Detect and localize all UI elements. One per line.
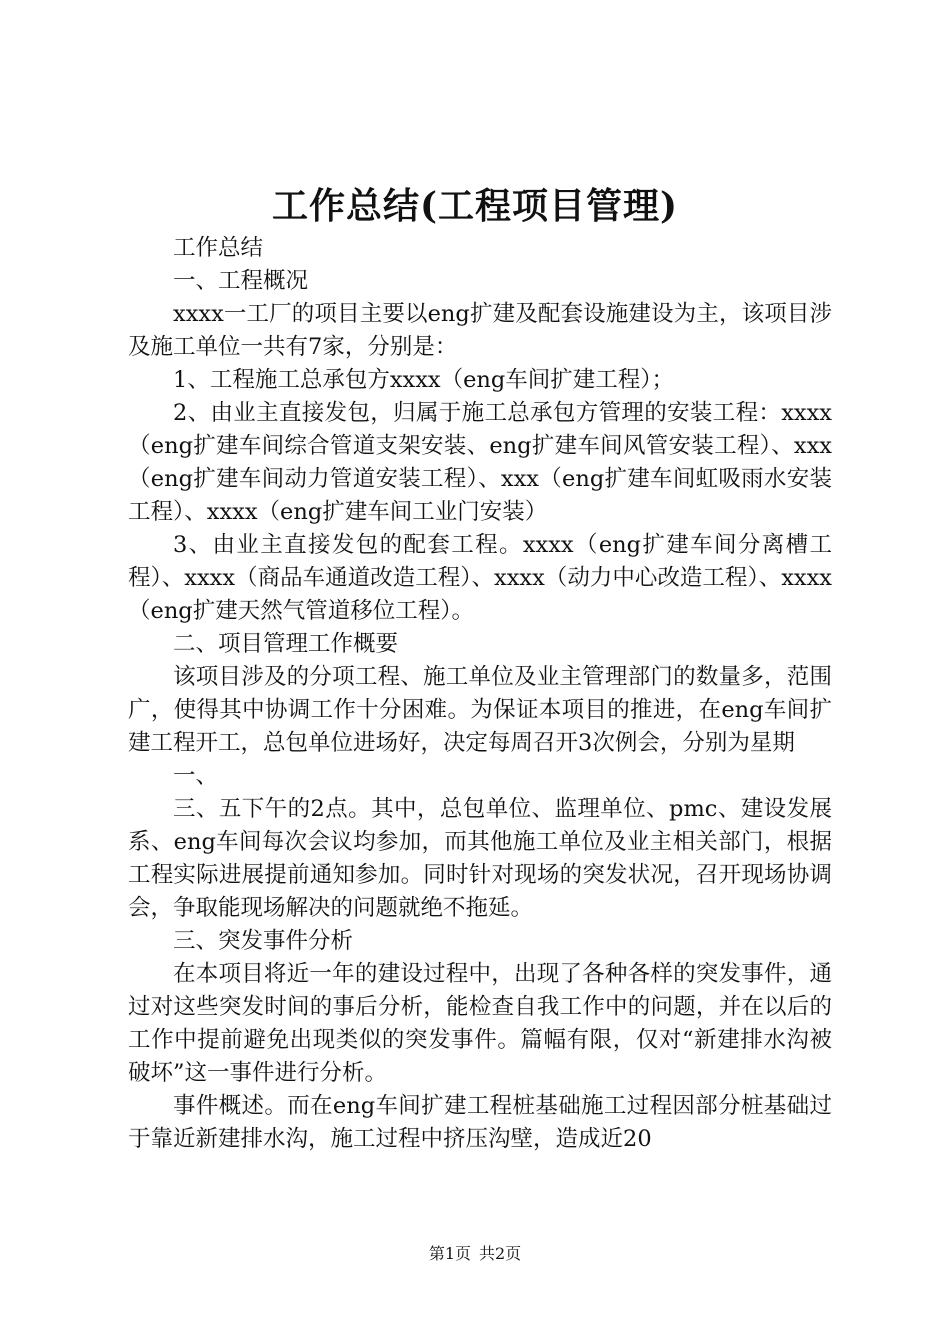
section-heading: 一、工程概况 (173, 268, 309, 294)
paragraph: xxxx一工厂的项目主要以eng扩建及配套设施建设为主，该项目涉及施工单位一共有7家，分别是： (128, 301, 832, 360)
document-body (128, 232, 832, 1156)
paragraph: 事件概述。而在eng车间扩建工程桩基础施工过程因部分桩基础过于靠近新建排水沟，施工过程中挤压沟壁，造成近20 (128, 1093, 832, 1152)
list-item: 2、由业主直接发包，归属于施工总承包方管理的安装工程：xxxx（eng扩建车间综合管道支架安装、eng扩建车间风管安装工程）、xxx（eng扩建车间动力管道安装工程）、xxx（eng扩建车间虹吸雨水安装工程）、xxxx（eng扩建车间工业门安装） (128, 400, 832, 525)
paragraph: 该项目涉及的分项工程、施工单位及业主管理部门的数量多，范围广，使得其中协调工作十分困难。为保证本项目的推进，在eng车间扩建工程开工，总包单位进场好，决定每周召开3次例会，分别为星期 (128, 664, 832, 756)
page-footer (0, 1243, 950, 1265)
list-item: 3、由业主直接发包的配套工程。xxxx（eng扩建车间分离槽工程）、xxxx（商品车通道改造工程）、xxxx（动力中心改造工程）、xxxx（eng扩建天然气管道移位工程）。 (128, 532, 832, 624)
page-total: 共2页 (479, 1244, 522, 1263)
page-number: 第1页 (428, 1244, 471, 1263)
paragraph: 工作总结 (173, 235, 264, 261)
section-heading: 二、项目管理工作概要 (173, 631, 399, 657)
paragraph: 一、 (173, 763, 219, 789)
document-title: 工作总结(工程项目管理) (271, 185, 679, 227)
list-item: 1、工程施工总承包方xxxx（eng车间扩建工程）； (173, 367, 675, 393)
paragraph: 在本项目将近一年的建设过程中，出现了各种各样的突发事件，通过对这些突发时间的事后分析，能检查自我工作中的问题，并在以后的工作中提前避免出现类似的突发事件。篇幅有限，仅对“新建排水沟被破坏”这一事件进行分析。 (128, 961, 832, 1086)
paragraph: 三、五下午的2点。其中，总包单位、监理单位、pmc、建设发展系、eng车间每次会议均参加，而其他施工单位及业主相关部门，根据工程实际进展提前通知参加。同时针对现场的突发状况，召开现场协调会，争取能现场解决的问题就绝不拖延。 (128, 796, 832, 921)
section-heading: 三、突发事件分析 (173, 928, 354, 954)
